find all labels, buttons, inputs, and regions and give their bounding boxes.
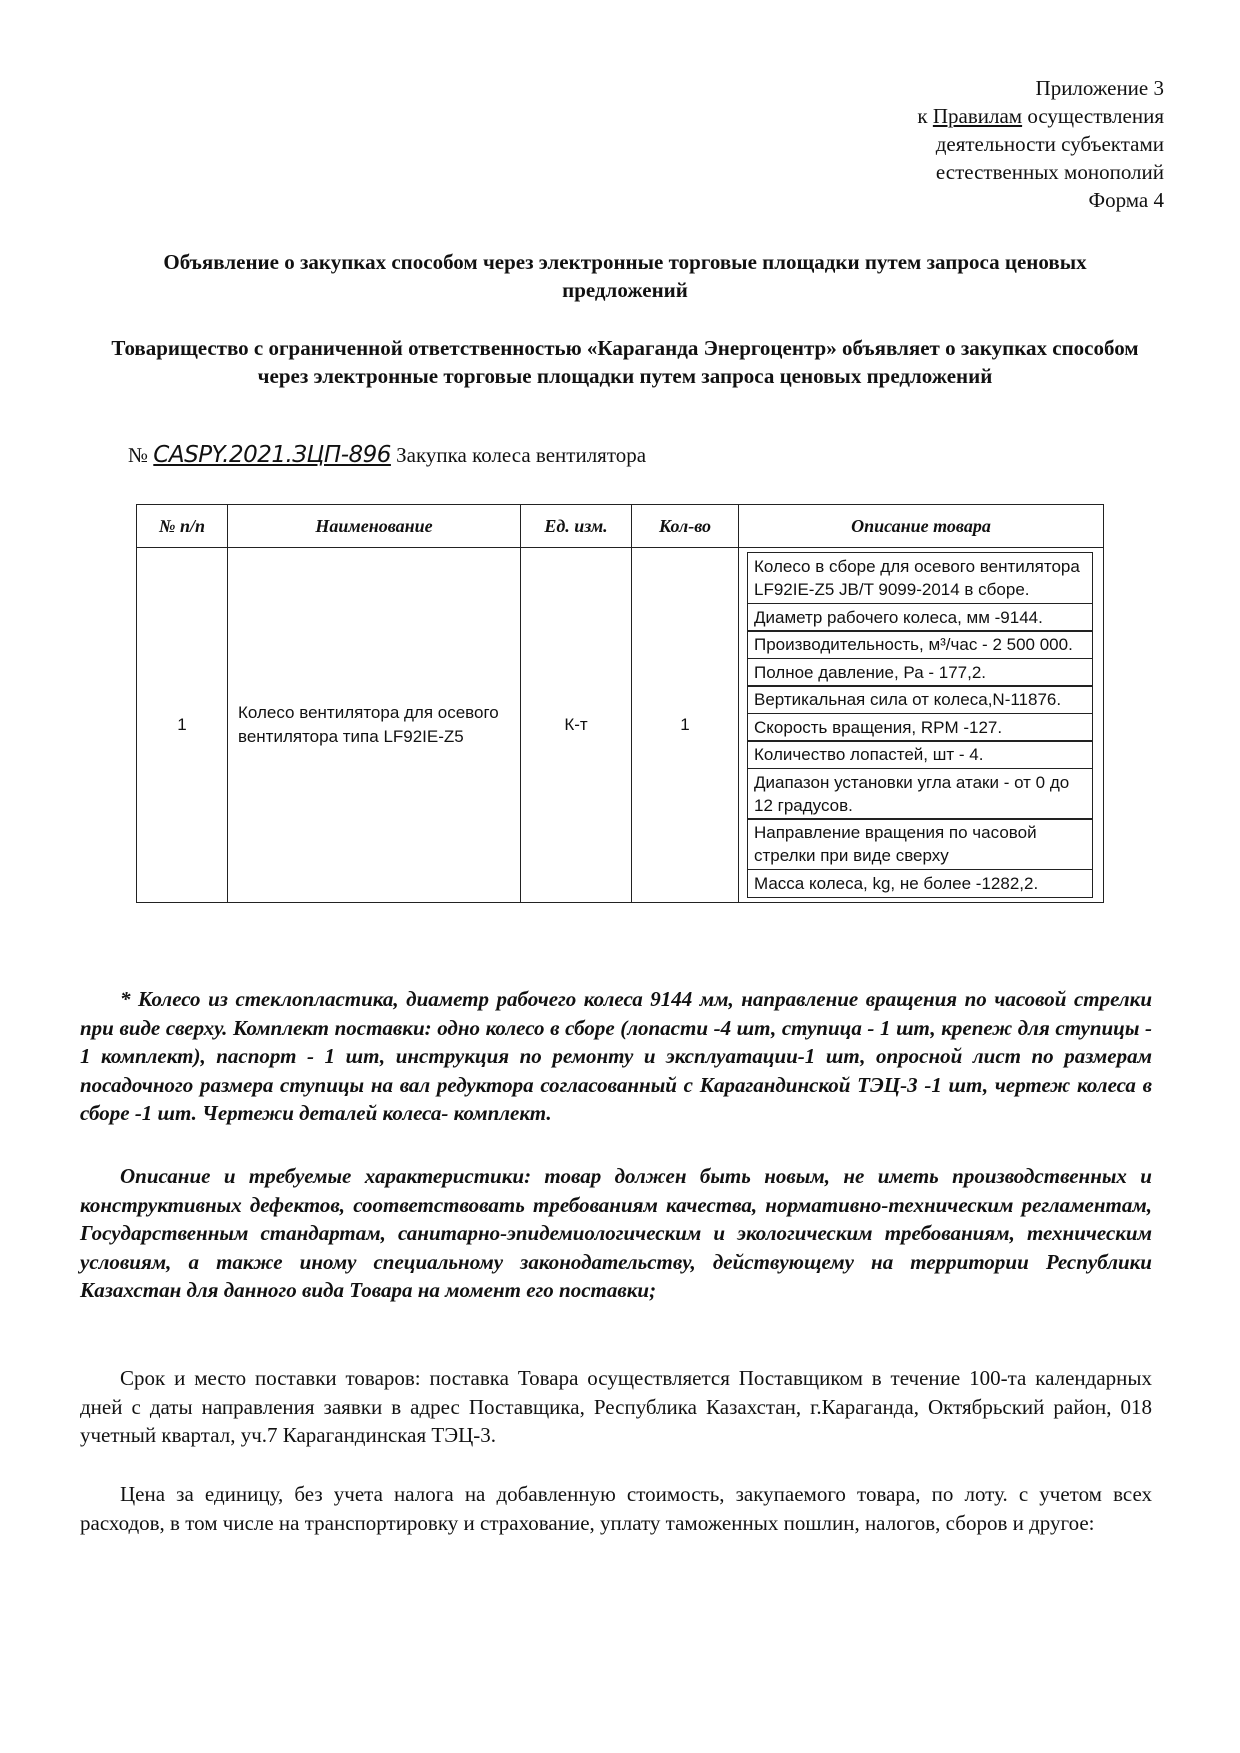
table-row (137, 548, 1104, 903)
announcement-heading: Объявление о закупках способом через электронные торговые площадки путем запроса ценовых предложений (163, 250, 1087, 302)
purchase-title: Закупка колеса вентилятора (396, 443, 647, 467)
appendix-line-2 (820, 102, 1164, 130)
unit-price-paragraph (80, 1480, 1152, 1537)
cell-name: Колесо вентилятора для осевого вентилятора типа LF92IE-Z5 (228, 548, 521, 903)
description-item: Производительность, м³/час - 2 500 000. (747, 630, 1093, 659)
description-item: Диапазон установки угла атаки - от 0 до 12 градусов. (747, 768, 1093, 820)
appendix-line-5: Форма 4 (1088, 188, 1164, 212)
appendix-line-3: деятельности субъектами (935, 132, 1164, 156)
description-list (747, 552, 1093, 898)
header-unit: Ед. изм. (521, 505, 632, 548)
note-delivery-set (80, 985, 1152, 1128)
header-description: Описание товара (739, 505, 1104, 548)
appendix-line-4: естественных монополий (935, 160, 1164, 184)
goods-table (136, 504, 1104, 903)
description-item: Скорость вращения, RPM -127. (747, 713, 1093, 742)
description-item: Диаметр рабочего колеса, мм -9144. (747, 603, 1093, 632)
appendix-line-2-suffix: осуществления (1027, 104, 1164, 128)
header-num: № п/п (137, 505, 228, 548)
appendix-line-1: Приложение 3 (1035, 76, 1164, 100)
delivery-terms-paragraph (80, 1364, 1152, 1450)
header-qty: Кол-во (632, 505, 739, 548)
note-requirements (80, 1162, 1152, 1305)
description-item: Колесо в сборе для осевого вентилятора LF92IE-Z5 JB/T 9099-2014 в сборе. (747, 552, 1093, 604)
description-item: Направление вращения по часовой стрелки при виде сверху (747, 818, 1093, 870)
handwritten-purchase-number: CASPY.2021.ЗЦП-896 (153, 442, 391, 468)
cell-qty: 1 (632, 548, 739, 903)
note-requirements-text: Описание и требуемые характеристики: товар должен быть новым, не иметь производственных и конструктивных дефектов, соответствовать требованиям качества, нормативно-техническим регламентам, Государственным стандартам, санитарно-эпидемиологическим и экологическим требованиям, техническим условиям, а также иному специальному законодательству, действующему на территории Республики Казахстан для данного вида Товара на момент его поставки; (80, 1164, 1152, 1302)
cell-unit: К-т (521, 548, 632, 903)
company-heading: Товарищество с ограниченной ответственностью «Караганда Энергоцентр» объявляет о закупках способом через электронные торговые площадки путем запроса ценовых предложений (111, 336, 1139, 388)
purchase-number-line (128, 442, 646, 468)
description-item: Полное давление, Ра - 177,2. (747, 658, 1093, 687)
cell-description (739, 548, 1104, 903)
header-name: Наименование (228, 505, 521, 548)
number-sign: № (128, 443, 149, 467)
description-item: Масса колеса, kg, не более -1282,2. (747, 869, 1093, 898)
delivery-terms-text: Срок и место поставки товаров: поставка Товара осуществляется Поставщиком в течение 100-та календарных дней с даты направления заявки в адрес Поставщика, Республика Казахстан, г.Караганда, Октябрьский район, 018 учетный квартал, уч.7 Карагандинская ТЭЦ-3. (80, 1366, 1152, 1447)
appendix-block (820, 74, 1164, 214)
note-delivery-set-text: * Колесо из стеклопластика, диаметр рабочего колеса 9144 мм, направление вращения по часовой стрелки при виде сверху. Комплект поставки: одно колесо в сборе (лопасти -4 шт, ступица - 1 шт, крепеж для ступицы - 1 комплект), паспорт - 1 шт, инструкция по ремонту и эксплуатации-1 шт, опросной лист по размерам посадочного размера ступицы на вал редуктора согласованный с Карагандинской ТЭЦ-3 -1 шт, чертеж колеса в сборе -1 шт. Чертежи деталей колеса- комплект. (80, 987, 1152, 1125)
unit-price-text: Цена за единицу, без учета налога на добавленную стоимость, закупаемого товара, по лоту. с учетом всех расходов, в том числе на транспортировку и страхование, уплату таможенных пошлин, налогов, сборов и другое: (80, 1482, 1152, 1535)
rules-link[interactable]: Правилам (932, 104, 1023, 128)
table-header-row (137, 505, 1104, 548)
appendix-line-2-prefix: к (917, 104, 928, 128)
description-item: Вертикальная сила от колеса,N-11876. (747, 685, 1093, 714)
cell-num: 1 (137, 548, 228, 903)
description-item: Количество лопастей, шт - 4. (747, 740, 1093, 769)
